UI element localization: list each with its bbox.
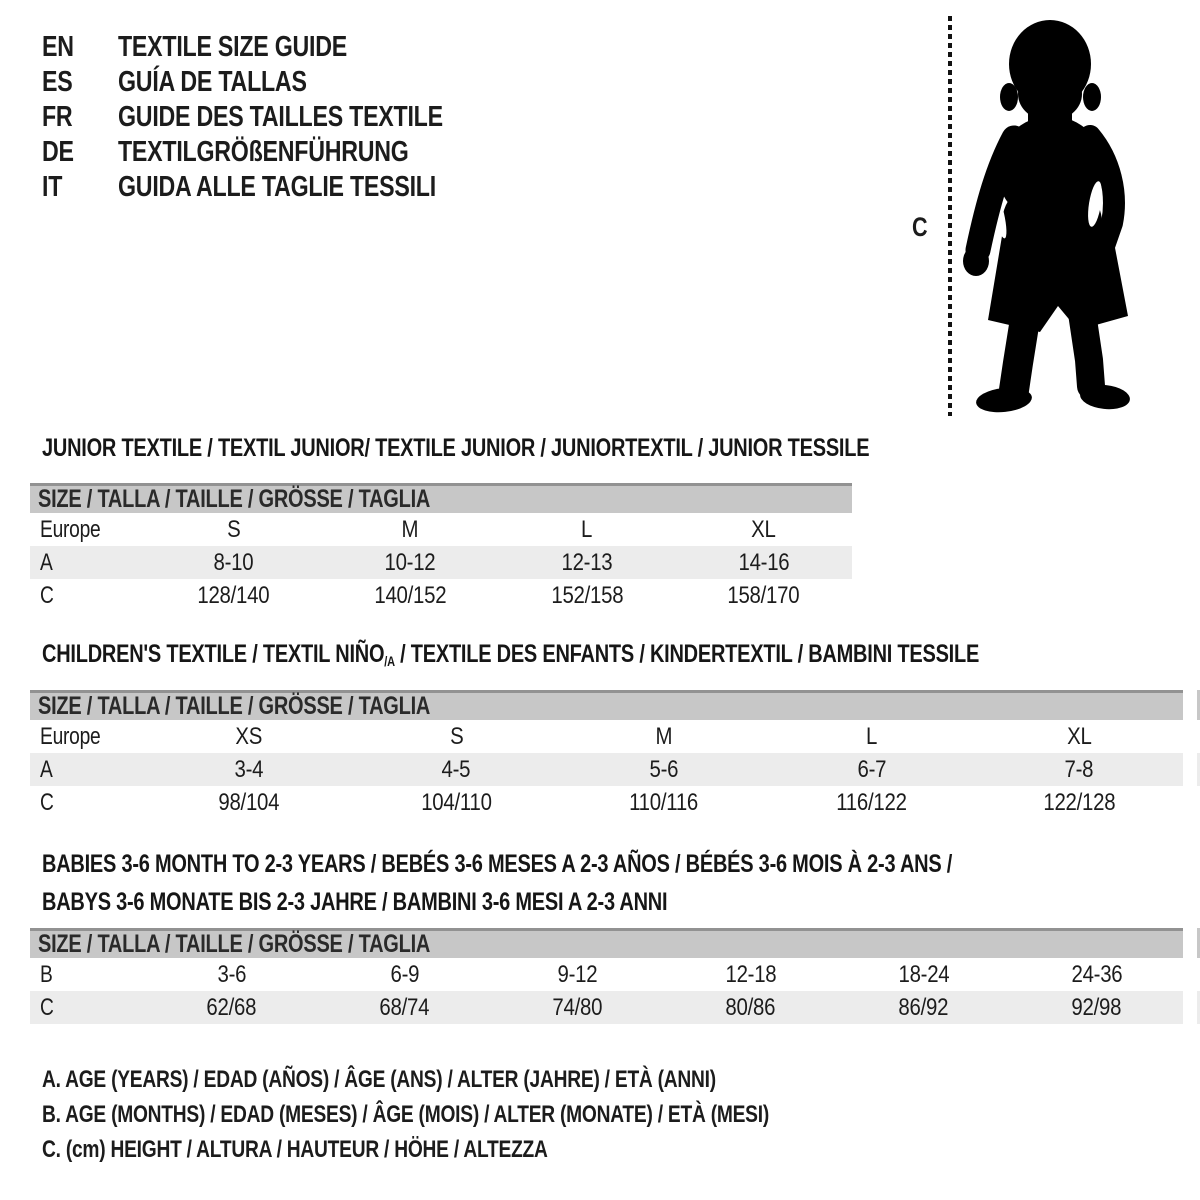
language-code-text: ES <box>42 66 73 98</box>
language-code <box>42 31 118 64</box>
table-row-europe <box>30 720 1183 753</box>
row-label: A <box>40 755 53 783</box>
size-header-band <box>30 690 1183 720</box>
height-cell: 62/68 <box>206 993 257 1021</box>
ear-left <box>1000 83 1018 111</box>
measurement-legend <box>42 1062 951 1167</box>
language-code-text: DE <box>42 136 74 168</box>
months-cell: 6-9 <box>390 960 419 988</box>
toddler-silhouette <box>962 18 1137 418</box>
height-cell: 80/86 <box>725 993 776 1021</box>
children-table-title <box>42 640 1200 669</box>
size-cell: S <box>226 515 241 543</box>
language-code <box>42 136 118 169</box>
height-cell: 158/170 <box>727 581 800 609</box>
age-cell: 10-12 <box>384 548 436 576</box>
age-cell: 8-10 <box>213 548 254 576</box>
language-row-de <box>42 135 524 170</box>
table-row-height <box>30 786 1183 819</box>
children-title-after: / TEXTILE DES ENFANTS / KINDERTEXTIL / BAMBINI TESSILE <box>394 640 980 668</box>
ear-right <box>1083 83 1101 111</box>
height-cell: 92/98 <box>1071 993 1122 1021</box>
language-title: GUIDE DES TAILLES TEXTILE <box>118 101 443 133</box>
row-label: Europe <box>40 722 101 750</box>
months-cell: 9-12 <box>557 960 598 988</box>
months-cell: 12-18 <box>725 960 776 988</box>
size-cell: XL <box>751 515 776 543</box>
language-code-text: EN <box>42 31 74 63</box>
age-cell: 12-13 <box>561 548 613 576</box>
table-row-age <box>30 753 1183 786</box>
size-table-junior <box>30 483 852 612</box>
measure-label-c-text: C <box>912 212 928 242</box>
size-header-text: SIZE / TALLA / TAILLE / GRÖSSE / TAGLIA <box>38 930 431 958</box>
height-cell: 104/110 <box>421 788 492 816</box>
height-measure-dashed-line <box>948 16 952 416</box>
size-header-band <box>30 928 1183 958</box>
size-cell: S <box>449 722 464 750</box>
junior-table-title-text: JUNIOR TEXTILE / TEXTIL JUNIOR/ TEXTILE JUNIOR / JUNIORTEXTIL / JUNIOR TESSILE <box>42 434 870 462</box>
size-header-text: SIZE / TALLA / TAILLE / GRÖSSE / TAGLIA <box>38 485 431 513</box>
age-cell: 5-6 <box>649 755 679 783</box>
row-label: C <box>40 993 54 1021</box>
language-code <box>42 171 118 204</box>
height-cell: 68/74 <box>379 993 430 1021</box>
height-cell: 74/80 <box>552 993 603 1021</box>
size-header-text: SIZE / TALLA / TAILLE / GRÖSSE / TAGLIA <box>38 692 431 720</box>
language-code-text: IT <box>42 171 63 203</box>
language-code <box>42 101 118 134</box>
language-row-en <box>42 30 524 65</box>
age-cell: 6-7 <box>857 755 886 783</box>
age-cell: 3-4 <box>234 755 264 783</box>
height-cell: 140/152 <box>374 581 447 609</box>
size-cell: L <box>866 722 878 750</box>
age-cell: 7-8 <box>1064 755 1094 783</box>
children-title-before: CHILDREN'S TEXTILE / TEXTIL NIÑO <box>42 640 385 668</box>
height-cell: 122/128 <box>1043 788 1116 816</box>
language-title: GUÍA DE TALLAS <box>118 66 307 98</box>
months-cell: 3-6 <box>217 960 246 988</box>
row-label: C <box>40 788 54 816</box>
size-cell: M <box>655 722 673 750</box>
height-cell: 116/122 <box>836 788 907 816</box>
language-code <box>42 66 118 99</box>
row-label: B <box>40 960 53 988</box>
size-cell: L <box>581 515 593 543</box>
table-row-months <box>30 958 1183 991</box>
row-label: Europe <box>40 515 101 543</box>
table-row-height <box>30 991 1183 1024</box>
legend-line-a: A. AGE (YEARS) / EDAD (AÑOS) / ÂGE (ANS) / ALTER (JAHRE) / ETÀ (ANNI) <box>42 1065 716 1093</box>
language-title: TEXTILGRÖßENFÜHRUNG <box>118 136 409 168</box>
language-list <box>42 30 524 205</box>
legend-line-c: C. (cm) HEIGHT / ALTURA / HAUTEUR / HÖHE / ALTEZZA <box>42 1135 548 1163</box>
height-cell: 128/140 <box>197 581 270 609</box>
age-cell: 14-16 <box>738 548 790 576</box>
row-label: A <box>40 548 53 576</box>
months-cell: 24-36 <box>1071 960 1122 988</box>
table-row-europe <box>30 513 852 546</box>
measure-label-c <box>912 212 931 243</box>
size-cell: M <box>401 515 419 543</box>
language-row-es <box>42 65 524 100</box>
language-title: GUIDA ALLE TAGLIE TESSILI <box>118 171 436 203</box>
months-cell: 18-24 <box>898 960 949 988</box>
table-row-age <box>30 546 852 579</box>
size-cell: XS <box>235 722 263 750</box>
size-table-children <box>30 690 1183 819</box>
height-cell: 86/92 <box>898 993 949 1021</box>
babies-table-title-line1: BABIES 3-6 MONTH TO 2-3 YEARS / BEBÉS 3-6 MESES A 2-3 AÑOS / BÉBÉS 3-6 MOIS À 2-3 ANS / <box>42 850 953 878</box>
babies-table-title-line2: BABYS 3-6 MONATE BIS 2-3 JAHRE / BAMBINI 3-6 MESI A 2-3 ANNI <box>42 888 668 916</box>
language-code-text: FR <box>42 101 73 133</box>
age-cell: 4-5 <box>442 755 471 783</box>
language-row-it <box>42 170 524 205</box>
height-cell: 98/104 <box>218 788 280 816</box>
language-title: TEXTILE SIZE GUIDE <box>118 31 347 63</box>
legend-line-b: B. AGE (MONTHS) / EDAD (MESES) / ÂGE (MOIS) / ALTER (MONATE) / ETÀ (MESI) <box>42 1100 769 1128</box>
row-label: C <box>40 581 54 609</box>
junior-table-title <box>42 434 1076 463</box>
table-row-height <box>30 579 852 612</box>
size-header-band <box>30 483 852 513</box>
language-row-fr <box>42 100 524 135</box>
height-cell: 152/158 <box>550 581 623 609</box>
children-title-sub: /A <box>384 653 395 669</box>
size-cell: XL <box>1066 722 1092 750</box>
size-table-babies <box>30 928 1183 1024</box>
height-cell: 110/116 <box>629 788 699 816</box>
